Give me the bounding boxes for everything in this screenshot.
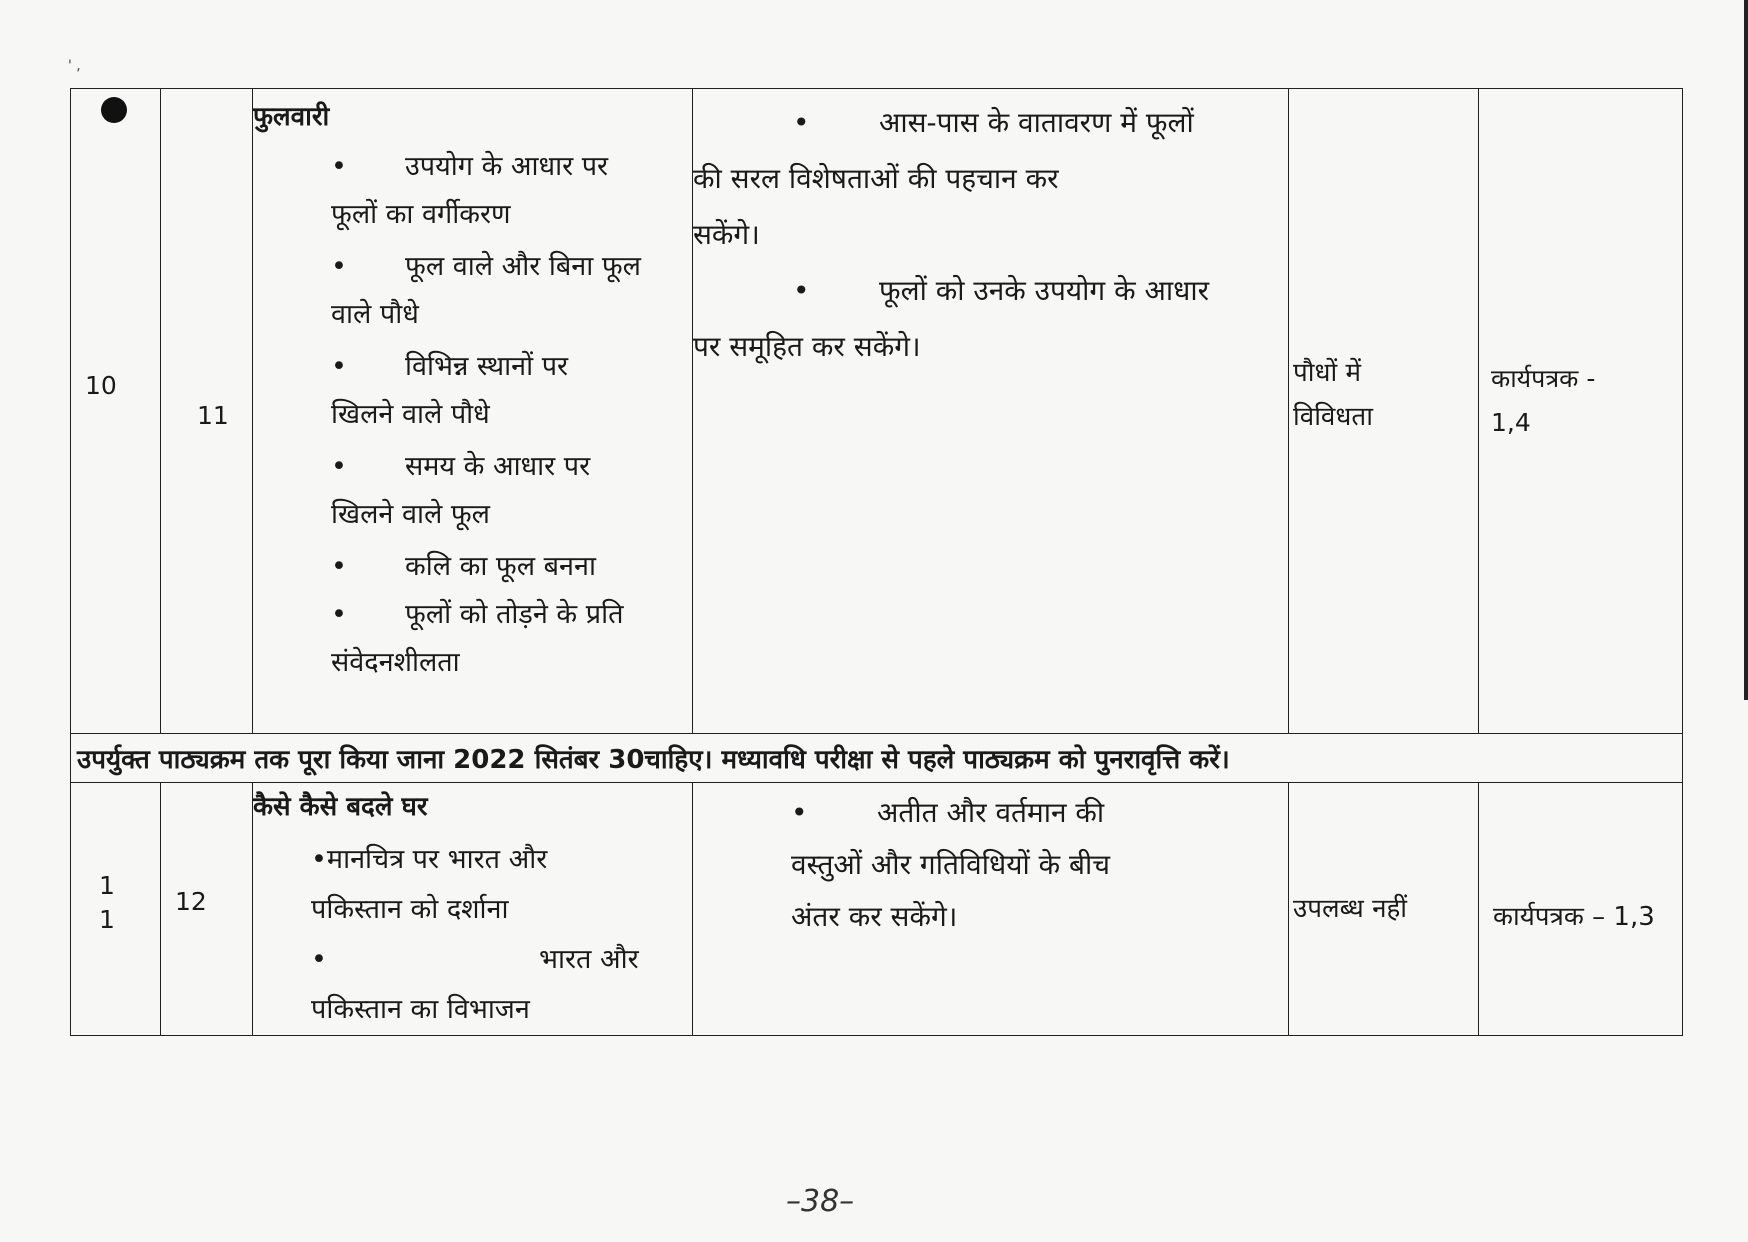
theme-text: उपलब्ध नहीं <box>1293 894 1408 924</box>
list-item-cont: वाले पौधे <box>331 299 419 330</box>
month-digit: 1 <box>99 905 115 934</box>
bullet-icon: • <box>331 151 347 182</box>
list-item-cont: खिलने वाले फूल <box>331 499 490 530</box>
chapter-cell <box>161 89 253 734</box>
worksheet-line: कार्यपत्रक - <box>1491 364 1596 393</box>
content-cell <box>253 89 693 734</box>
table-row <box>71 89 1683 734</box>
table-row <box>71 734 1683 783</box>
objective-line: अंतर कर सकेंगे। <box>791 900 958 933</box>
content-cell <box>253 783 693 1036</box>
chapter-number: 11 <box>197 401 229 430</box>
chapter-title: कैसे कैसे बदले घर <box>253 792 428 822</box>
list-item: •मानचित्र पर भारत और <box>311 844 548 875</box>
objective-line: पर समूहित कर सकेंगे। <box>693 330 921 363</box>
list-item: • भारत और <box>253 935 692 985</box>
month-digit: 1 <box>99 871 115 900</box>
syllabus-notice: उपर्युक्त पाठ्यक्रम तक पूरा किया जाना 2022 सितंबर 30चाहिए। मध्यावधि परीक्षा से पहले पाठ्यक्रम को पुनरावृत्ति करें। <box>77 745 1230 775</box>
chapter-cell <box>161 783 253 1036</box>
list-item: • विभिन्न स्थानों पर <box>253 343 692 391</box>
month-cell <box>71 783 161 1036</box>
list-item-cont: संवेदनशीलता <box>331 647 460 678</box>
page-marks: ' , <box>68 58 81 74</box>
list-item: • समय के आधार पर <box>253 443 692 491</box>
theme-cell <box>1289 783 1479 1036</box>
objective-item: • फूलों को उनके उपयोग के आधार <box>793 263 1274 319</box>
bullet-icon: • <box>793 106 810 139</box>
bullet-icon: • <box>793 274 810 307</box>
list-item: • फूल वाले और बिना फूल <box>253 243 692 291</box>
month-cell <box>71 89 161 734</box>
list-item: • उपयोग के आधार पर <box>253 143 692 191</box>
theme-line: विविधता <box>1293 402 1373 432</box>
list-item-cont: पकिस्तान का विभाजन <box>311 994 530 1025</box>
chapter-title: फुलवारी <box>253 102 330 132</box>
bullet-icon: • <box>331 599 347 630</box>
list-item: • कलि का फूल बनना <box>253 543 692 591</box>
bullet-icon: • <box>331 351 347 382</box>
table-row <box>71 783 1683 1036</box>
worksheet-text: कार्यपत्रक – 1,3 <box>1493 902 1655 932</box>
scan-edge <box>1744 0 1748 700</box>
bullet-icon: • <box>791 796 808 829</box>
bullet-icon: • <box>311 944 327 975</box>
theme-cell <box>1289 89 1479 734</box>
list-item-cont: खिलने वाले पौधे <box>331 399 490 430</box>
list-item-cont: फूलों का वर्गीकरण <box>331 199 511 230</box>
bullet-icon: • <box>331 451 347 482</box>
theme-line: पौधों में <box>1293 358 1362 388</box>
worksheet-line: 1,4 <box>1491 408 1531 437</box>
objective-line: की सरल विशेषताओं की पहचान कर <box>693 162 1059 195</box>
worksheet-cell <box>1479 783 1683 1036</box>
list-item: • फूलों को तोड़ने के प्रति <box>253 591 692 639</box>
syllabus-table <box>70 88 1683 1036</box>
bullet-icon: • <box>331 251 347 282</box>
bullet-icon: • <box>331 551 347 582</box>
filled-circle-icon <box>101 97 127 123</box>
objective-line: सकेंगे। <box>693 218 760 251</box>
objective-item: • अतीत और वर्तमान की <box>791 787 1288 839</box>
objective-line: वस्तुओं और गतिविधियों के बीच <box>791 848 1111 881</box>
worksheet-cell <box>1479 89 1683 734</box>
chapter-number: 12 <box>175 887 207 916</box>
objective-item: • आस-पास के वातावरण में फूलों <box>793 95 1274 151</box>
month-number: 10 <box>85 371 117 400</box>
notice-cell <box>71 734 1683 783</box>
objectives-cell <box>693 783 1289 1036</box>
page-number: –38– <box>786 1184 855 1219</box>
list-item-cont: पकिस्तान को दर्शाना <box>311 894 509 925</box>
objectives-cell <box>693 89 1289 734</box>
